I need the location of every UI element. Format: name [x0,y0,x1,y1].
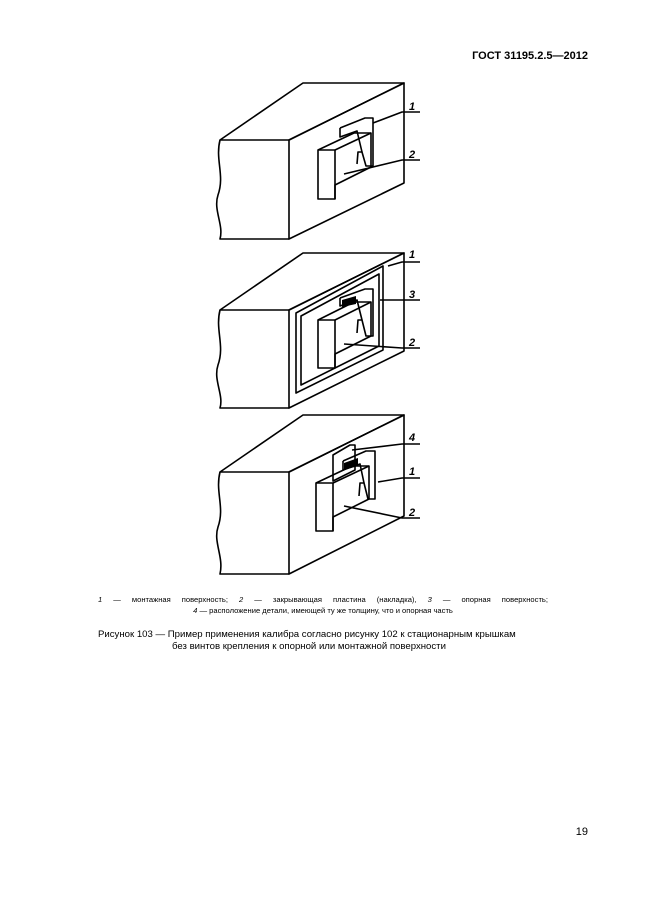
label-top-2: 2 [409,149,416,161]
label-bot-4: 4 [409,432,416,444]
page-number: 19 [575,826,588,838]
label-bot-2: 2 [409,507,416,519]
caption-line-1: Рисунок 103 — Пример применения калибра согласно рисунку 102 к стационарным крышкам [98,629,516,640]
figure-caption [98,629,558,653]
panel-bottom-block [217,415,404,574]
label-mid-3: 3 [409,289,416,301]
panel-middle-block [217,253,404,408]
panel-top-block [217,83,404,239]
legend-line-2: 4 — расположение детали, имеющей ту же толщину, что и опорная часть [193,606,453,615]
caption-line-2: без винтов крепления к опорной или монтажной поверхности [172,641,446,652]
cover-plate [318,133,371,199]
document-code: ГОСТ 31195.2.5—2012 [472,50,588,62]
label-mid-2: 2 [409,337,416,349]
label-bot-1: 1 [409,466,416,478]
figure-legend [98,594,548,616]
label-mid-1: 1 [409,249,416,261]
label-top-1: 1 [409,101,416,113]
legend-line-1: 1 — монтажная поверхность; 2 — закрывающая пластина (накладка), 3 — опорная поверхность; [98,595,548,604]
